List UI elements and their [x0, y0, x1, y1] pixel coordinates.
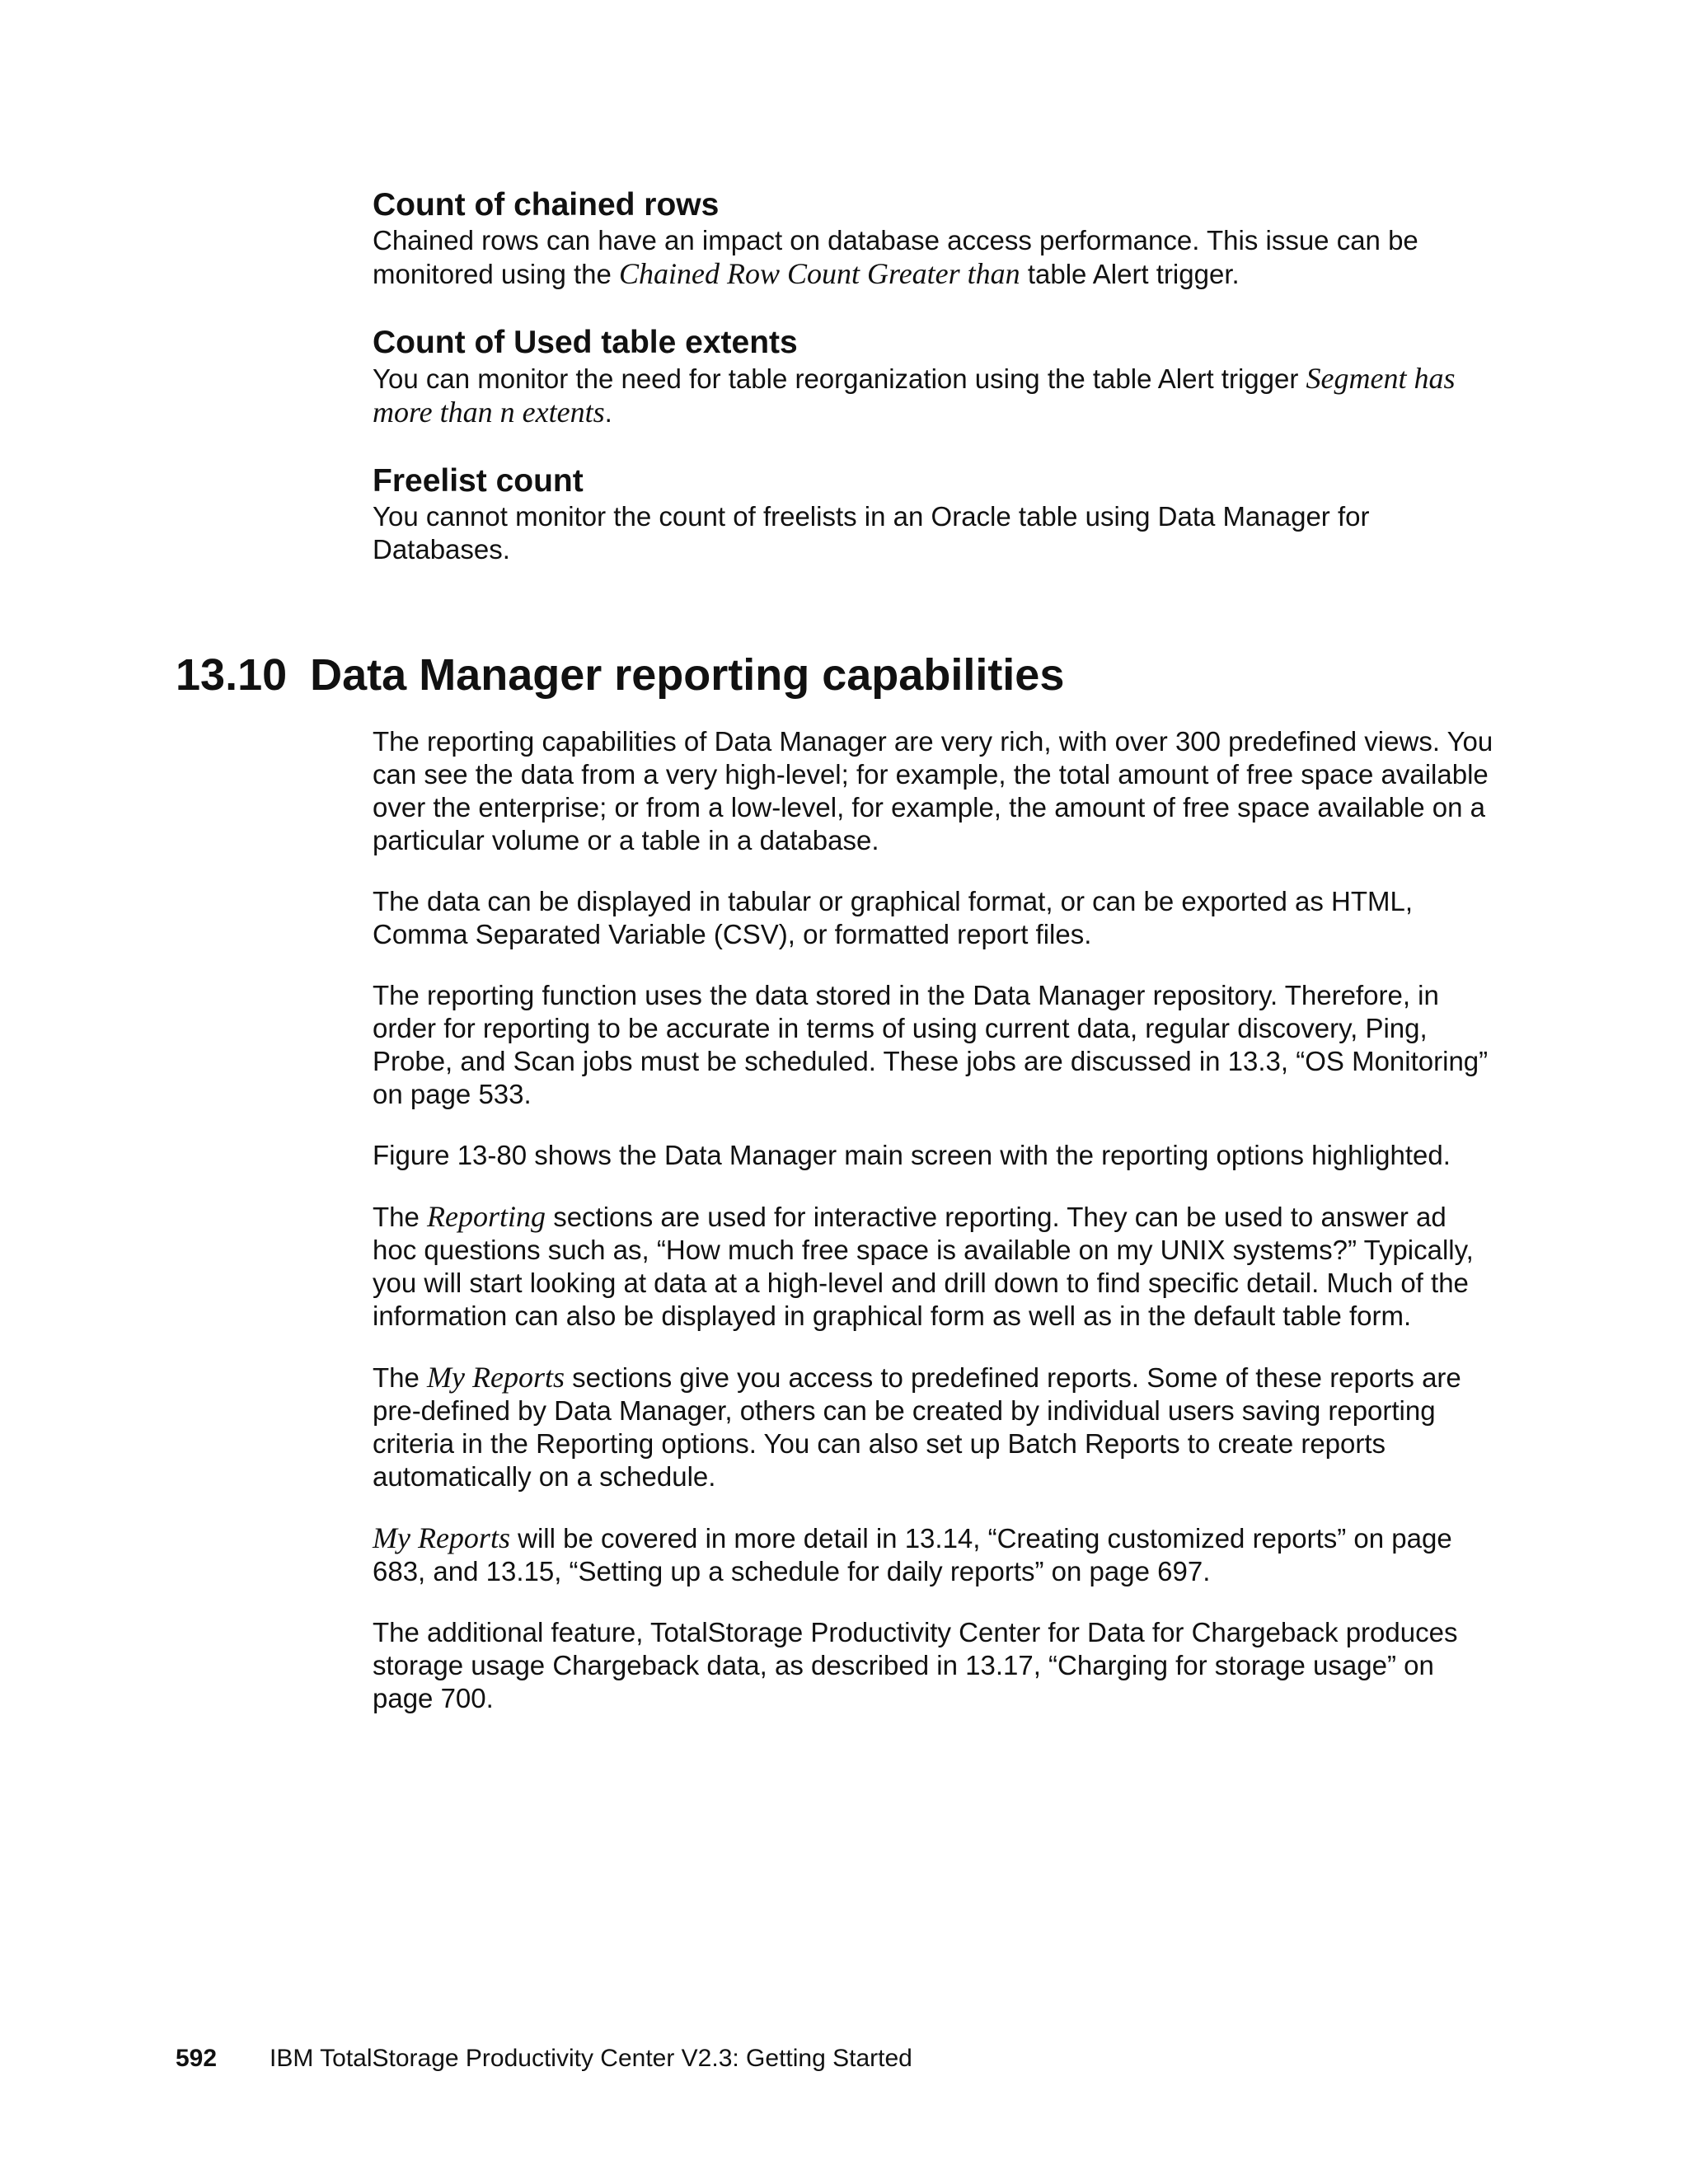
section-title — [176, 649, 1064, 701]
paragraph-chargeback: The additional feature, TotalStorage Productivity Center for Data for Chargeback produces storage usage Chargeback data, as described in 13.17, “Charging for storage usage” on page 700. — [373, 1617, 1458, 1713]
paragraph-display-formats: The data can be displayed in tabular or graphical format, or can be exported as HTML, Comma Separated Variable (CSV), or formatted report files. — [373, 886, 1414, 949]
page-footer — [176, 2044, 912, 2074]
book-title: IBM TotalStorage Productivity Center V2.3: Getting Started — [270, 2045, 912, 2072]
page-number: 592 — [176, 2045, 218, 2072]
alert-trigger-name: Segment has more than n extents — [373, 362, 1456, 429]
subsection-text-freelist: You cannot monitor the count of freelists in an Oracle table using Data Manager for Databases. — [373, 501, 1370, 565]
paragraph-my-reports: The My Reports sections give you access to predefined reports. Some of these reports are pre-defined by Data Manager, others can be created by individual users saving reporting criteria in the Reporting options. You can also set up Batch Reports to create reports automatically on a schedule. — [373, 1361, 1461, 1492]
subsection-heading-freelist: Freelist count — [373, 463, 584, 499]
subsection-text-chained-rows: Chained rows can have an impact on database access performance. This issue can be monitored using the Chained Row Count Greater than table Alert trigger. — [373, 225, 1418, 290]
paragraph-figure-reference: Figure 13-80 shows the Data Manager main screen with the reporting options highlighted. — [373, 1140, 1451, 1170]
paragraph-reporting-sections: The Reporting sections are used for interactive reporting. They can be used to answer ad hoc questions such as, “How much free space is available on my UNIX systems?” Typically, you will start looking at data at a high-level and drill down to find specific detail. Much of the information can also be displayed in graphical form as well as in the default table form. — [373, 1200, 1474, 1331]
section-number: 13.10 — [176, 650, 288, 700]
section-title-text: Data Manager reporting capabilities — [310, 650, 1065, 700]
subsection-group — [373, 186, 1493, 566]
paragraph-my-reports-detail: My Reports will be covered in more detail in 13.14, “Creating customized reports” on page 683, and 13.15, “Setting up a schedule for daily reports” on page 697. — [373, 1521, 1452, 1586]
subsection-heading-chained-rows: Count of chained rows — [373, 187, 720, 223]
paragraph-reporting-function: The reporting function uses the data stored in the Data Manager repository. Therefore, in order for reporting to be accurate in terms of using current data, regular discovery, Ping, Probe, and Scan jobs must be scheduled. These jobs are discussed in 13.3, “OS Monitoring” on page 533. — [373, 980, 1489, 1109]
subsection-text-used-extents: You can monitor the need for table reorganization using the table Alert trigger Segment has more than n extents. — [373, 362, 1456, 429]
subsection-heading-used-extents: Count of Used table extents — [373, 325, 798, 360]
section-body — [373, 725, 1493, 1743]
paragraph-reporting-overview: The reporting capabilities of Data Manager are very rich, with over 300 predefined views. You can see the data from a very high-level; for example, the total amount of free space available over the enterprise; or from a low-level, for example, the amount of free space available on a particular volume or a table in a database. — [373, 726, 1493, 855]
alert-trigger-name: Chained Row Count Greater than — [619, 257, 1020, 290]
